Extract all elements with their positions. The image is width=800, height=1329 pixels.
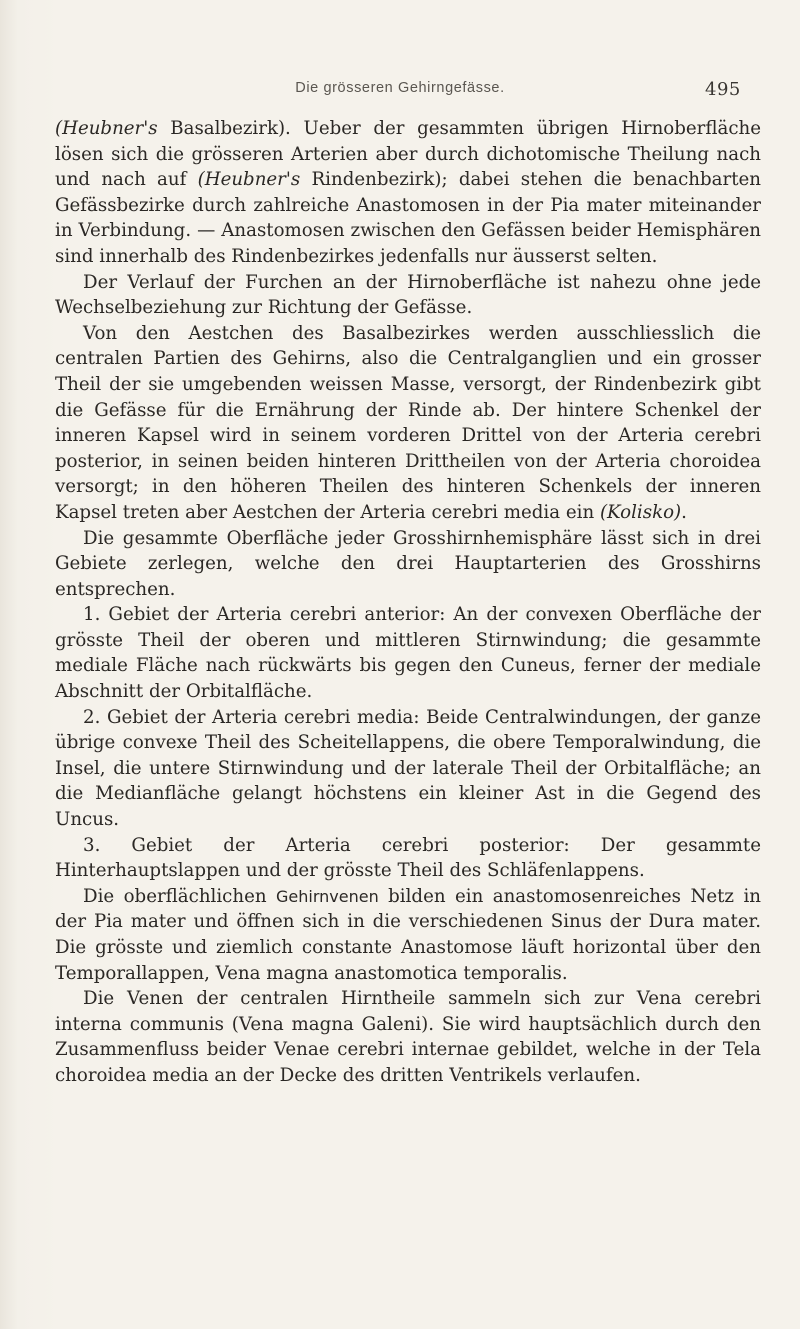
- paragraph: [55, 833, 761, 884]
- paragraph: [55, 884, 761, 986]
- italic-citation: (Heubner's: [55, 118, 158, 139]
- text-segment: bilden ein anastomosenreiches Netz in der Pia mater und öffnen sich in die verschiedenen Sinus der Dura mater. Die grösste und ziemlich constante Anastomose läuft horizontal über den Temporallappen, Vena magna anastomotica temporalis.: [55, 885, 761, 984]
- text-segment: .: [681, 501, 687, 523]
- running-head: [0, 80, 800, 104]
- page-number: 495: [705, 79, 741, 100]
- text-segment: Die gesammte Oberfläche jeder Grosshirnhemisphäre lässt sich in drei Gebiete zerlegen, welche den drei Hauptarterien des Grosshirns entsprechen.: [55, 527, 761, 600]
- paragraph: [55, 705, 761, 833]
- italic-citation: (Heubner's: [197, 169, 301, 191]
- paragraph: [55, 321, 761, 526]
- text-segment: 1. Gebiet der Arteria cerebri anterior: An der convexen Oberfläche der grösste Theil der oberen und mittleren Stirnwindung; die gesammte mediale Fläche nach rückwärts bis gegen den Cuneus, ferner der mediale Abschnitt der Orbitalfläche.: [55, 604, 761, 703]
- text-segment: 3. Gebiet der Arteria cerebri posterior: Der gesammte Hinterhauptslappen und der grösste Theil des Schläfenlappens.: [55, 834, 761, 882]
- paragraph: [55, 116, 761, 270]
- text-segment: Der Verlauf der Furchen an der Hirnoberfläche ist nahezu ohne jede Wechselbeziehung zur Richtung der Gefässe.: [55, 271, 761, 319]
- text-segment: Die oberflächlichen: [83, 885, 276, 907]
- body-text: [55, 116, 761, 1089]
- text-segment: Basalbezirk). Ueber der gesammten übrigen Hirnoberfläche lösen sich die grösseren Arterien aber durch dichotomische Theilung nach und nach auf: [55, 118, 761, 191]
- italic-citation: (Kolisko): [599, 501, 682, 523]
- paragraph: [55, 526, 761, 603]
- text-segment: 2. Gebiet der Arteria cerebri media: Beide Centralwindungen, der ganze übrige convexe Theil des Scheitellappens, die obere Temporalwindung, die Insel, die untere Stirnwindung und der laterale Theil der Orbitalfläche; an die Medianfläche gelangt höchstens ein kleiner Ast in die Gegend des Uncus.: [55, 706, 761, 831]
- paragraph: [55, 270, 761, 321]
- text-segment: Von den Aestchen des Basalbezirkes werden ausschliesslich die centralen Partien des Gehirns, also die Centralganglien und ein grosser Theil der sie umgebenden weissen Masse, versorgt, der Rindenbezirk gibt die Gefässe für die Ernährung der Rinde ab. Der hintere Schenkel der inneren Kapsel wird in seinem vorderen Drittel von der Arteria cerebri posterior, in seinen beiden hinteren Drittheilen von der Arteria choroidea versorgt; in den höheren Theilen des hinteren Schenkels der inneren Kapsel treten aber Aestchen der Arteria cerebri media ein: [55, 322, 761, 523]
- paragraph: [55, 602, 761, 704]
- text-segment: Rindenbezirk); dabei stehen die benachbarten Gefässbezirke durch zahlreiche Anastomosen in der Pia mater miteinander in Verbindung. — Anastomosen zwischen den Gefässen beider Hemisphären sind innerhalb des Rindenbezirkes jedenfalls nur äusserst selten.: [55, 169, 761, 267]
- text-segment: Die Venen der centralen Hirntheile sammeln sich zur Vena cerebri interna communis (Vena magna Galeni). Sie wird hauptsächlich durch den Zusammenfluss beider Venae cerebri internae gebildet, welche in der Tela choroidea media an der Decke des dritten Ventrikels verlaufen.: [55, 988, 761, 1086]
- paragraph: [55, 986, 761, 1088]
- running-title: Die grösseren Gehirngefässe.: [295, 80, 505, 96]
- emphasized-term: Gehirnvenen: [276, 886, 379, 906]
